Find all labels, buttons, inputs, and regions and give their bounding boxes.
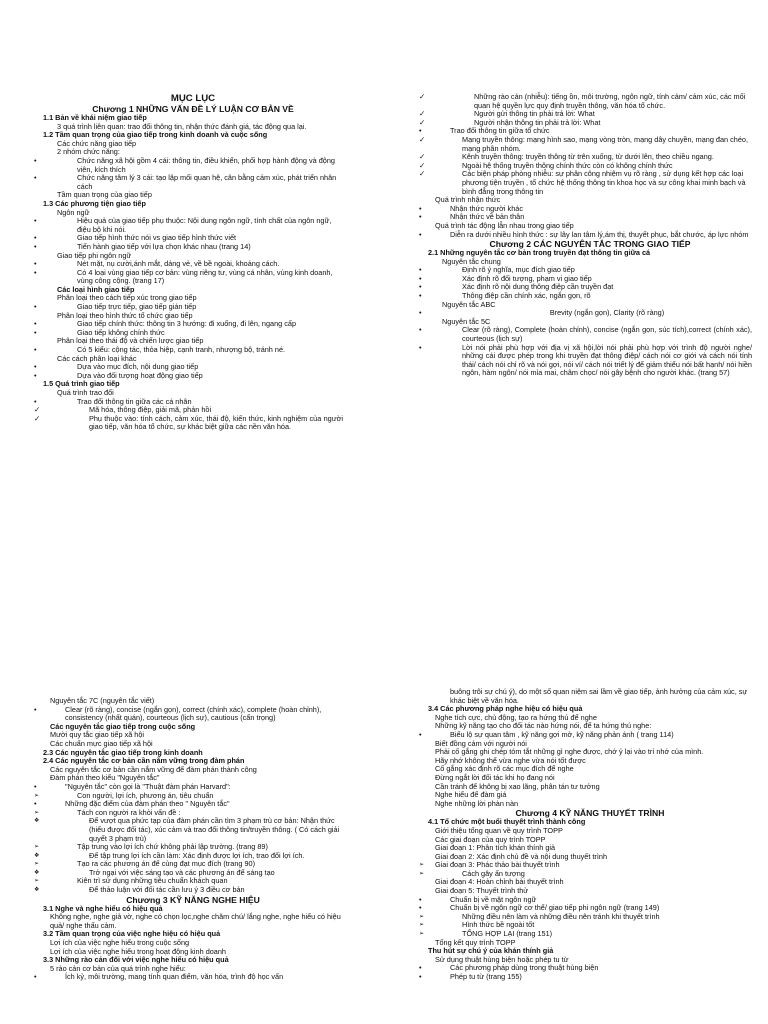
outline-line: Giai đoạn 3: Phác thảo bài thuyết trình: [435, 860, 560, 870]
outline-line: • Định rõ ý nghĩa, mục đích giao tiếp: [428, 266, 752, 275]
outline-line: • Nét mặt, nụ cười,ánh mắt, dáng vẻ, về bề ngoài, khoảng cách.: [43, 260, 343, 269]
outline-line: ➢ Tập trung vào lợi ích chứ không phải lập trường. (trang 89): [43, 843, 343, 852]
outline-line: • Chức năng tâm lý 3 cái: tạo lập mối quan hệ, cân bằng cảm xúc, phát triển nhân cách: [43, 174, 343, 191]
outline-line: • Các phương pháp dùng trong thuật hùng biện: [428, 964, 752, 973]
outline-line: buông trôi sự chú ý), do một số quan niệm sai lầm về giao tiếp, ảnh hưởng của cảm xúc, sự khác biệt về văn hóa.: [450, 687, 748, 705]
page2-left-column: [43, 697, 343, 982]
outline-line: ✓ Kênh truyền thông: truyền thông từ trên xuống, từ dưới lên, theo chiều ngang.: [428, 153, 752, 162]
outline-line: Mười quy tắc giao tiếp xã hội: [50, 730, 145, 740]
outline-line: Các nguyên tắc giao tiếp trong cuộc sống: [50, 721, 196, 731]
section-heading: 3.1 Nghe và nghe hiểu có hiệu quả: [43, 903, 163, 913]
outline-line: • Trao đổi thông tin giữa tổ chức: [428, 127, 752, 136]
section-heading: 1.3 Các phương tiện giao tiếp: [43, 198, 146, 208]
outline-line: 5 rào cản cơ bản của quá trình nghe hiểu:: [50, 963, 186, 973]
outline-line: • Xác định rõ nội dung thông điệp cần truyền đạt: [428, 283, 752, 292]
outline-line: ➢ Tạo ra các phương án để cùng đạt mục đích (trang 90): [43, 860, 343, 869]
outline-line: Các loại hình giao tiếp: [57, 284, 135, 294]
outline-line: Các nguyên tắc cơ bản cần nắm vững để đàm phán thành công: [50, 764, 257, 774]
outline-line: ❖ Để thảo luận với đối tác cần lưu ý 3 điều cơ bản: [43, 886, 343, 895]
section-heading: Chương 1 NHỮNG VẤN ĐỀ LÝ LUẬN CƠ BẢN VỀ: [92, 104, 294, 114]
outline-line: ✓ Người nhận thông tin phải trả lời: What: [428, 119, 752, 128]
outline-line: ✓ Phụ thuộc vào: tính cách, cảm xúc, thái độ, kiến thức, kinh nghiệm của người giao tiếp, văn hóa tổ chức, sự khác biệt giữa các nền văn hóa.: [43, 415, 343, 432]
outline-line: Nguyên tắc 5C: [442, 316, 491, 326]
outline-line: Quá trình trao đổi: [57, 388, 114, 397]
outline-line: • "Nguyên tắc" còn gọi là "Thuật đàm phán Harvard":: [43, 783, 343, 792]
section-heading: MỤC LỤC: [170, 93, 216, 104]
outline-line: ➢ Cách gây ấn tượng: [428, 870, 752, 879]
outline-line: • Dựa vào mục đích, nội dung giao tiếp: [43, 363, 343, 372]
outline-line: Những kỹ năng tạo cho đối tác nào hứng nói, để ta hứng thú nghe:: [435, 721, 652, 731]
outline-line: Giai đoạn 2: Xác định chủ đề và nội dung thuyết trình: [435, 851, 608, 861]
outline-line: ✓ Ngoài hệ thống truyền thông chính thức còn có không chính thức: [428, 162, 752, 171]
outline-line: Các giai đoạn của quy trình TOPP: [435, 834, 546, 844]
section-heading: 2.4 Các nguyên tắc cơ bản cần nắm vững trong đàm phán: [43, 756, 245, 766]
outline-line: 3 quá trình liên quan: trao đổi thông tin, nhận thức đánh giá, tác động qua lại.: [57, 121, 307, 131]
outline-line: Phân loại theo cách tiếp xúc trong giao tiếp: [57, 293, 197, 303]
outline-line: • Hiệu quả của giao tiếp phụ thuộc: Nội dung ngôn ngữ, tính chất của ngôn ngữ, điệu bộ khi nói.: [43, 217, 343, 234]
outline-line: Giai đoạn 5: Thuyết trình thử: [435, 886, 529, 896]
outline-line: • Dựa vào đối tượng hoạt động giao tiếp: [43, 372, 343, 381]
outline-line: ➢ Kiên trì sử dụng những tiêu chuẩn khách quan: [43, 877, 343, 886]
outline-line: • Có 5 kiểu: cộng tác, thỏa hiệp, cạnh tranh, nhượng bộ, tránh né.: [43, 346, 343, 355]
section-heading: Chương 3 KỸ NĂNG NGHE HIỆU: [126, 894, 260, 905]
outline-line: Cần tránh để không bị xao lãng, phân tán tư tưởng: [435, 781, 600, 791]
outline-line: • Phép tu từ (trang 155): [428, 973, 752, 982]
outline-line: Phân loại theo thái độ và chiến lược giao tiếp: [57, 336, 204, 346]
outline-line: • Chức năng xã hội gồm 4 cái: thông tin, điều khiển, phối hợp hành động và động viên, kích thích: [43, 157, 343, 174]
outline-line: Nghe những lời phàn nàn: [435, 798, 519, 808]
outline-line: Ngôn ngữ: [57, 207, 90, 217]
section-heading: 3.2 Tầm quan trọng của việc nghe hiệu có hiệu quả: [43, 929, 221, 939]
section-heading: 1.1 Bản về khái niệm giao tiếp: [43, 113, 147, 122]
outline-line: Các cách phân loại khác: [57, 353, 137, 363]
outline-line: ✓ Mạng truyền thông: mạng hình sao, mạng vòng tròn, mạng dây chuyền, mạng đan chéo, mạng phân nhóm.: [428, 136, 752, 153]
section-heading: Chương 2 CÁC NGUYÊN TẮC TRONG GIAO TIẾP: [489, 239, 691, 250]
outline-line: Quá trình tác động lẫn nhau trong giao tiếp: [435, 220, 574, 230]
outline-line: ✓ Những rào cản (nhiễu): tiếng ồn, môi trường, ngôn ngữ, tính cảm/ cảm xúc, các mối quan hệ quyền lực quy định truyền thông, văn hóa tổ chức.: [428, 93, 752, 110]
outline-line: Giao tiếp phi ngôn ngữ: [57, 250, 132, 260]
outline-line: ➢ Tách con người ra khỏi vấn đề :: [43, 809, 343, 818]
outline-line: • Giao tiếp hình thức nói vs giao tiếp hình thức viết: [43, 234, 343, 243]
page1-left-column: [43, 93, 343, 432]
outline-line: Đừng ngắt lời đối tác khi họ đang nói: [435, 772, 555, 782]
outline-line: • Những đặc điểm của đàm phán theo " Nguyên tắc": [43, 800, 343, 809]
section-heading: 3.4 Các phương pháp nghe hiệu có hiệu quả: [428, 704, 583, 714]
outline-line: ❖ Để tập trung lợi ích cần làm: Xác định được lợi ích, trao đổi lợi ích.: [43, 852, 343, 861]
outline-line: Các chức năng giao tiếp: [57, 138, 137, 148]
outline-line: ✓ Mã hóa, thông điệp, giải mã, phản hồi: [43, 406, 343, 415]
outline-line: Giai đoạn 4: Hoàn chỉnh bài thuyết trình: [435, 877, 564, 887]
section-heading: 2.1 Những nguyên tắc cơ bản trong truyền đạt thông tin giữa cá: [428, 248, 651, 258]
outline-line: • Clear (rõ ràng), concise (ngắn gọn), correct (chính xác), complete (hoàn chỉnh), consistency (nhất quán), courteous (lịch sự), cautious (cẩn trọng): [43, 706, 343, 723]
outline-line: • Biểu lộ sự quan tâm , kỹ năng gợi mở, kỹ năng phản ánh ( trang 114): [428, 731, 752, 740]
outline-line: Lợi ích của việc nghe hiểu trong cuộc sống: [50, 938, 190, 948]
outline-line: • Lời nói phải phù hợp với địa vị xã hội,lời nói phải phù hợp với trình độ người nghe/ những cái được phép trong khi truyền đạt thông điệp/ cách nói cơ giới và cách nói tính thái/ cách nói chỉ rõ và nói gợi, nói ví/ cách nói triết lý để giảm thiểu nói bất hạnh/ nói hiền ngôn, hàm ngôn/ nói mỉa mai, châm chọc/ nói gây bệnh cho người khác. (trang 57): [428, 344, 752, 378]
section-heading: 4.1 Tổ chức một buổi thuyết trình thành công: [428, 817, 586, 827]
section-heading: 1.5 Quá trình giao tiếp: [43, 379, 120, 389]
outline-line: Phân loại theo hình thức tổ chức giao tiếp: [57, 310, 193, 320]
outline-line: Sử dụng thuật hùng biện hoặc phép tu từ: [435, 954, 569, 964]
outline-line: Hãy nhớ không thể vừa nghe vừa nói tốt được: [435, 755, 586, 765]
outline-line: Các chuẩn mực giao tiếp xã hội: [50, 738, 153, 748]
outline-line: Nghe tích cực, chủ động, tạo ra hứng thú để nghe: [435, 712, 597, 722]
outline-line: Giai đoạn 1: Phân tích khán thính giả: [435, 843, 556, 853]
outline-line: Đàm phán theo kiểu "Nguyên tắc": [50, 773, 160, 783]
outline-line: • Giao tiếp chính thức: thông tin 3 hướng: đi xuống, đi lên, ngang cấp: [43, 320, 343, 329]
outline-line: • Xác định rõ đối tượng, phạm vi giao tiếp: [428, 275, 752, 284]
outline-line: Giới thiệu tổng quan về quy trình TOPP: [435, 825, 563, 835]
outline-line: • Nhận thức về bản thân: [428, 213, 752, 222]
outline-line: Quá trình nhận thức: [435, 195, 501, 205]
outline-line: • Thông điệp cần chính xác, ngắn gọn, rõ: [428, 292, 752, 301]
section-heading: 3.3 Những rào cản đối với việc nghe hiểu có hiệu quả: [43, 955, 229, 965]
outline-line: • Tiến hành giao tiếp với lựa chọn khác nhau (trang 14): [43, 243, 343, 252]
outline-line: Tổng kết quy trình TOPP: [435, 937, 516, 947]
outline-line: • Trao đổi thông tin giữa các cá nhân: [43, 398, 343, 407]
outline-line: ➢ Những điều nên làm và những điều nên tránh khi thuyết trình: [428, 913, 752, 922]
section-heading: 2.3 Các nguyên tắc giao tiếp trong kinh doanh: [43, 747, 203, 757]
outline-line: ➢ Con người, lợi ích, phương án, tiêu chuẩn: [43, 792, 343, 801]
outline-line: Nghe hiểu để đàm giá: [435, 790, 507, 800]
outline-line: Phải cố gắng ghi chép tóm tắt những gì nghe được, chớ ỷ lại vào trí nhớ của mình.: [435, 747, 704, 757]
outline-line: • Có 4 loại vùng giao tiếp cơ bản: vùng riêng tư, vùng cá nhân, vùng kinh doanh, vùng công cộng. (trang 17): [43, 269, 343, 286]
page1-right-column: [428, 93, 752, 378]
outline-line: • Giao tiếp không chính thức: [43, 329, 343, 338]
outline-line: Nguyên tắc 7C (nguyên tắc viết): [50, 696, 155, 705]
outline-line: ➢ Hình thức bề ngoài tốt: [428, 921, 752, 930]
outline-line: • Giao tiếp trực tiếp, giao tiếp gián tiếp: [43, 303, 343, 312]
section-heading: Thu hút sự chú ý của khán thính giả: [428, 946, 554, 956]
outline-line: Lợi ích của việc nghe hiểu trong hoạt động kinh doanh: [50, 946, 226, 956]
outline-line: • Brevity (ngắn gọn), Clarity (rõ ràng): [428, 309, 752, 318]
page2-right-column: [428, 688, 752, 982]
outline-line: ❖ Trở ngại với việc sáng tạo và các phương án để sáng tạo: [43, 869, 343, 878]
outline-line: Nguyên tắc ABC: [442, 299, 496, 309]
outline-line: Biết đồng cảm với người nói: [435, 738, 527, 748]
section-heading: Chương 4 KỸ NĂNG THUYẾT TRÌNH: [515, 808, 665, 819]
outline-line: • Diễn ra dưới nhiều hình thức : sự lây lan tâm lý,ám thị, thuyết phục, bắt chước, áp lực nhóm: [428, 231, 752, 240]
outline-line: Không nghe, nghe giả vờ, nghe có chọn lọc,nghe chăm chú/ lắng nghe, nghe hiểu có hiệu quả/ nghe thấu cảm.: [50, 912, 341, 930]
section-heading: 1.2 Tầm quan trọng của giao tiếp trong kinh doanh và cuộc sống: [43, 130, 268, 140]
outline-line: • Clear (rõ ràng), Complete (hoàn chỉnh), concise (ngắn gọn, súc tích),correct (chính xác), courteous (lịch sự): [428, 326, 752, 343]
outline-line: • Nhận thức người khác: [428, 205, 752, 214]
outline-line: Tầm quan trọng của giao tiếp: [57, 190, 152, 200]
outline-line: • Ích kỷ, môi trường, mang tính quan điểm, văn hóa, trình độ học vấn: [43, 973, 343, 982]
outline-line: • Chuẩn bị về mặt ngôn ngữ: [428, 896, 752, 905]
outline-line: ❖ Để vượt qua phức tạp của đàm phán cần tìm 3 phạm trù cơ bản: Nhận thức (hiểu được đối tác), xúc cảm và trao đổi thông tin/truyền thông. ( Có cách giải quyết 3 phạm trù): [43, 817, 343, 843]
outline-line: ✓ Các biện pháp phòng nhiễu: sự phân công nhiệm vụ rõ ràng , sử dụng kết hợp các loại phương tiện truyền , tổ chức hệ thống thông tin khoa học và sự công khai minh bạch và bình đẳng trong thông tin: [428, 170, 752, 196]
outline-line: Nguyên tắc chung: [442, 256, 501, 266]
outline-line: ✓ Người gửi thông tin phải trả lời: What: [428, 110, 752, 119]
outline-line: • Chuẩn bị về ngôn ngữ cơ thể/ giao tiếp phi ngôn ngữ (trang 149): [428, 904, 752, 913]
outline-line: 2 nhóm chức năng:: [57, 147, 120, 157]
outline-line: Cố gắng xác định rõ các mục đích để nghe: [435, 764, 574, 774]
outline-line: ➢ TỔNG HỢP LẠI (trang 151): [428, 930, 752, 939]
